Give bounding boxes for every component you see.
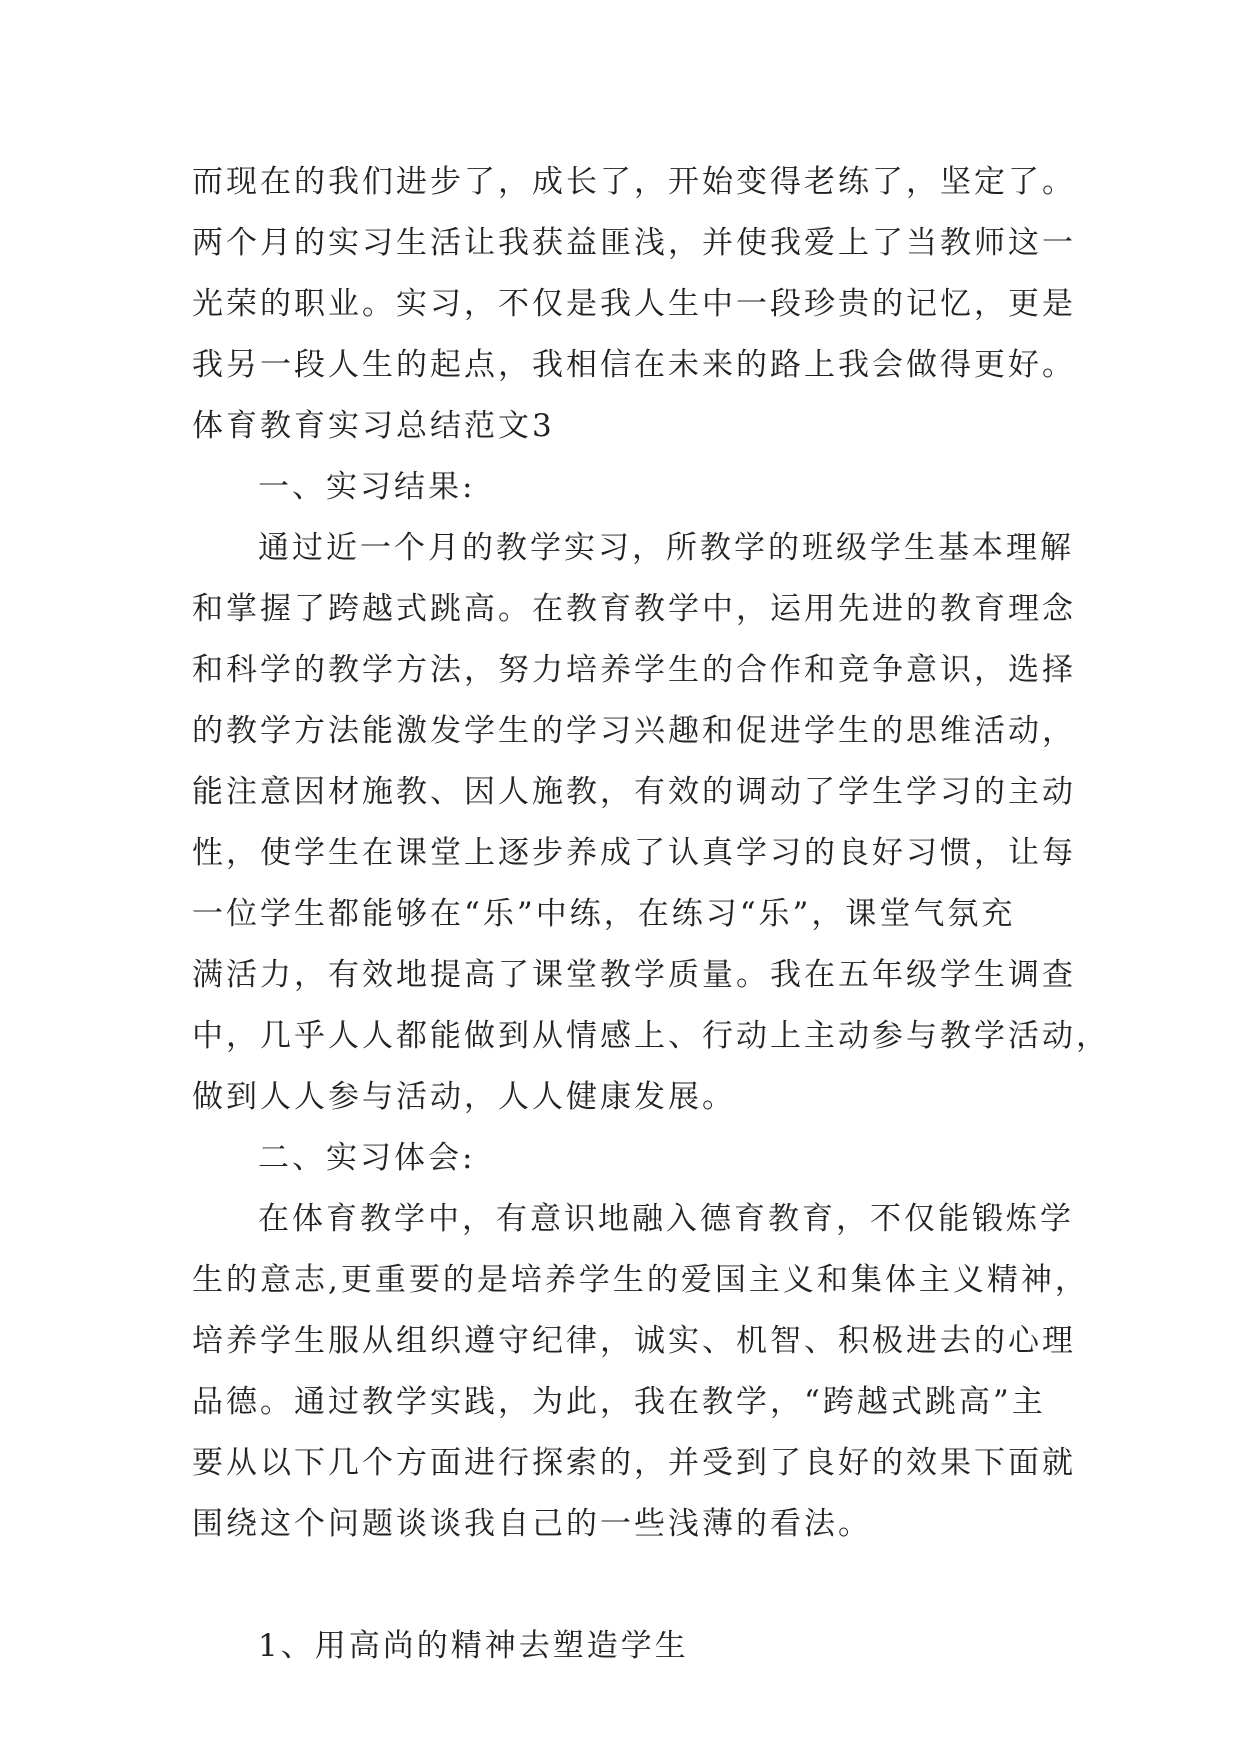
text-line: 要从以下几个方面进行探索的，并受到了良好的效果下面就: [192, 1445, 1076, 1481]
text-line: 和科学的教学方法，努力培养学生的合作和竞争意识，选择: [192, 652, 1076, 688]
text-line: 光荣的职业。实习，不仅是我人生中一段珍贵的记忆，更是: [192, 286, 1076, 322]
text-line: 1、用高尚的精神去塑造学生: [258, 1628, 689, 1664]
document-body: [192, 152, 1110, 1677]
text-line: 二、实习体会:: [258, 1140, 476, 1176]
text-line: 中，几乎人人都能做到从情感上、行动上主动参与教学活动，: [192, 1018, 1110, 1054]
text-line: 我另一段人生的起点，我相信在未来的路上我会做得更好。: [192, 347, 1076, 383]
text-line: 满活力，有效地提高了课堂教学质量。我在五年级学生调查: [192, 957, 1076, 993]
text-line: 性，使学生在课堂上逐步养成了认真学习的良好习惯，让每: [192, 835, 1076, 871]
text-line: 一位学生都能够在“乐”中练，在练习“乐”，课堂气氛充: [192, 896, 1016, 932]
text-line: [192, 1555, 1072, 1616]
text-line: 品德。通过教学实践，为此，我在教学，“跨越式跳高”主: [192, 1384, 1046, 1420]
text-line: 围绕这个问题谈谈我自己的一些浅薄的看法。: [192, 1506, 872, 1542]
text-line: 培养学生服从组织遵守纪律，诚实、机智、积极进去的心理: [192, 1323, 1076, 1359]
text-line: 做到人人参与活动，人人健康发展。: [192, 1079, 736, 1115]
text-line: 体育教育实习总结范文3: [192, 408, 555, 444]
text-line: 生的意志,更重要的是培养学生的爱国主义和集体主义精神，: [192, 1262, 1089, 1298]
text-line: 的教学方法能激发学生的学习兴趣和促进学生的思维活动，: [192, 713, 1076, 749]
text-line: 能注意因材施教、因人施教，有效的调动了学生学习的主动: [192, 774, 1076, 810]
text-line: 通过近一个月的教学实习，所教学的班级学生基本理解: [258, 530, 1074, 566]
text-line: 一、实习结果:: [258, 469, 476, 505]
text-line: 而现在的我们进步了，成长了，开始变得老练了，坚定了。: [192, 164, 1076, 200]
text-line: 两个月的实习生活让我获益匪浅，并使我爱上了当教师这一: [192, 225, 1076, 261]
text-line: 在体育教学中，有意识地融入德育教育，不仅能锻炼学: [258, 1201, 1074, 1237]
text-line: 和掌握了跨越式跳高。在教育教学中，运用先进的教育理念: [192, 591, 1076, 627]
